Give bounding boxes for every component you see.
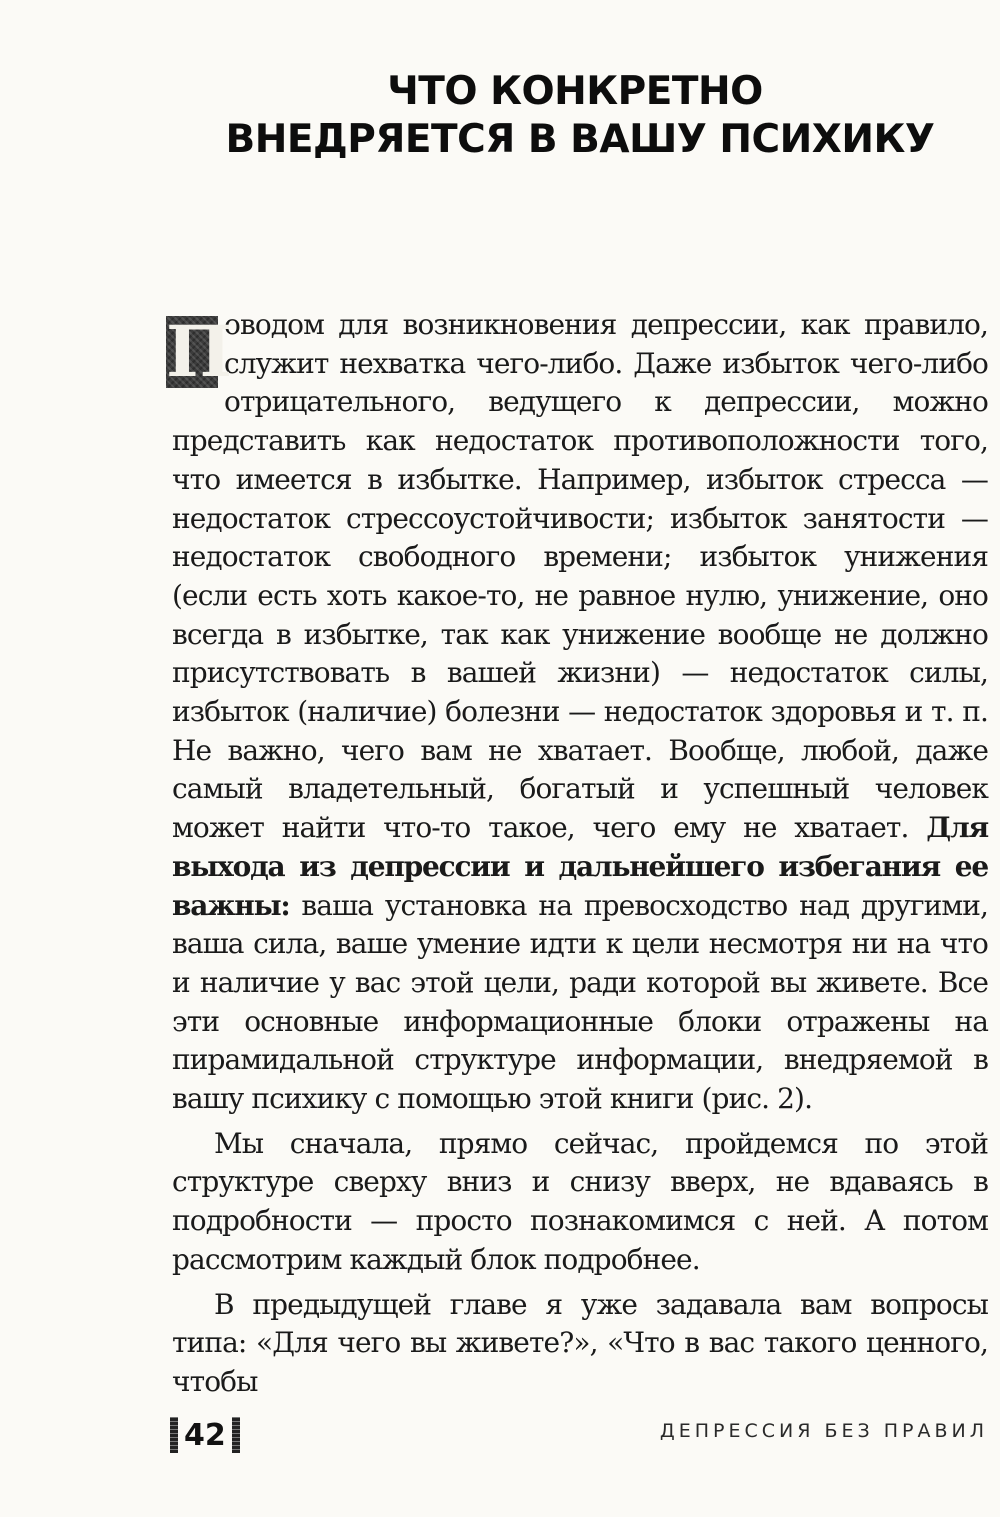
running-title: ДЕПРЕССИЯ БЕЗ ПРАВИЛ xyxy=(659,1420,988,1442)
paragraph-2: Мы сначала, прямо сейчас, пройдемся по этой структуре сверху вниз и снизу вверх, не вдаваясь в подробности — просто познакомимся с ней. А потом рассмотрим каждый блок подробнее. xyxy=(172,1126,988,1276)
heading-line-2: ВНЕДРЯЕТСЯ В ВАШУ ПСИХИКУ xyxy=(225,117,935,162)
page-number xyxy=(170,1413,240,1457)
body-text xyxy=(166,306,988,1402)
chapter-heading xyxy=(0,68,1000,164)
bracket-left-icon xyxy=(170,1417,178,1453)
paragraph-1 xyxy=(166,306,988,1119)
paragraph-3: В предыдущей главе я уже задавала вам вопросы типа: «Для чего вы живете?», «Что в вас такого ценного, чтобы xyxy=(172,1287,988,1398)
drop-cap-letter: П xyxy=(166,310,232,393)
paragraph-1-text-a: оводом для возникновения депрессии, как правило, служит нехватка чего-либо. Даже избыток чего-либо отрицательного, ведущего к депрессии, можно представить как недостаток противоположности того, что имеется в избытке. Например, избыток стресса — недостаток стрессоустойчивости; избыток занятости — недостаток свободного времени; избыток унижения (если есть хоть какое-то, не равное нулю, унижение, оно всегда в избытке, так как унижение вообще не должно присутствовать в вашей жизни) — недостаток силы, избыток (наличие) болезни — недостаток здоровья и т. п. Не важно, чего вам не хватает. Вообще, любой, даже самый владетельный, богатый и успешный человек может найти что-то такое, чего ему не хватает. xyxy=(172,308,988,845)
page-number-value: 42 xyxy=(184,1417,226,1453)
drop-cap xyxy=(166,310,232,393)
paragraph-1-text-b: ваша установка на превосходство над другими, ваша сила, ваше умение идти к цели несмотря ни на что и наличие у вас этой цели, ради которой вы живете. Все эти основные информационные блоки отражены на пирамидальной структуре информации, внедряемой в вашу психику с помощью этой книги (рис. 2). xyxy=(172,888,988,1116)
paragraph-1-bold-text: Для выхода из депрессии и дальнейшего избегания ее важны: xyxy=(172,811,988,922)
bracket-right-icon xyxy=(232,1417,240,1453)
heading-line-1: ЧТО КОНКРЕТНО xyxy=(387,69,763,114)
